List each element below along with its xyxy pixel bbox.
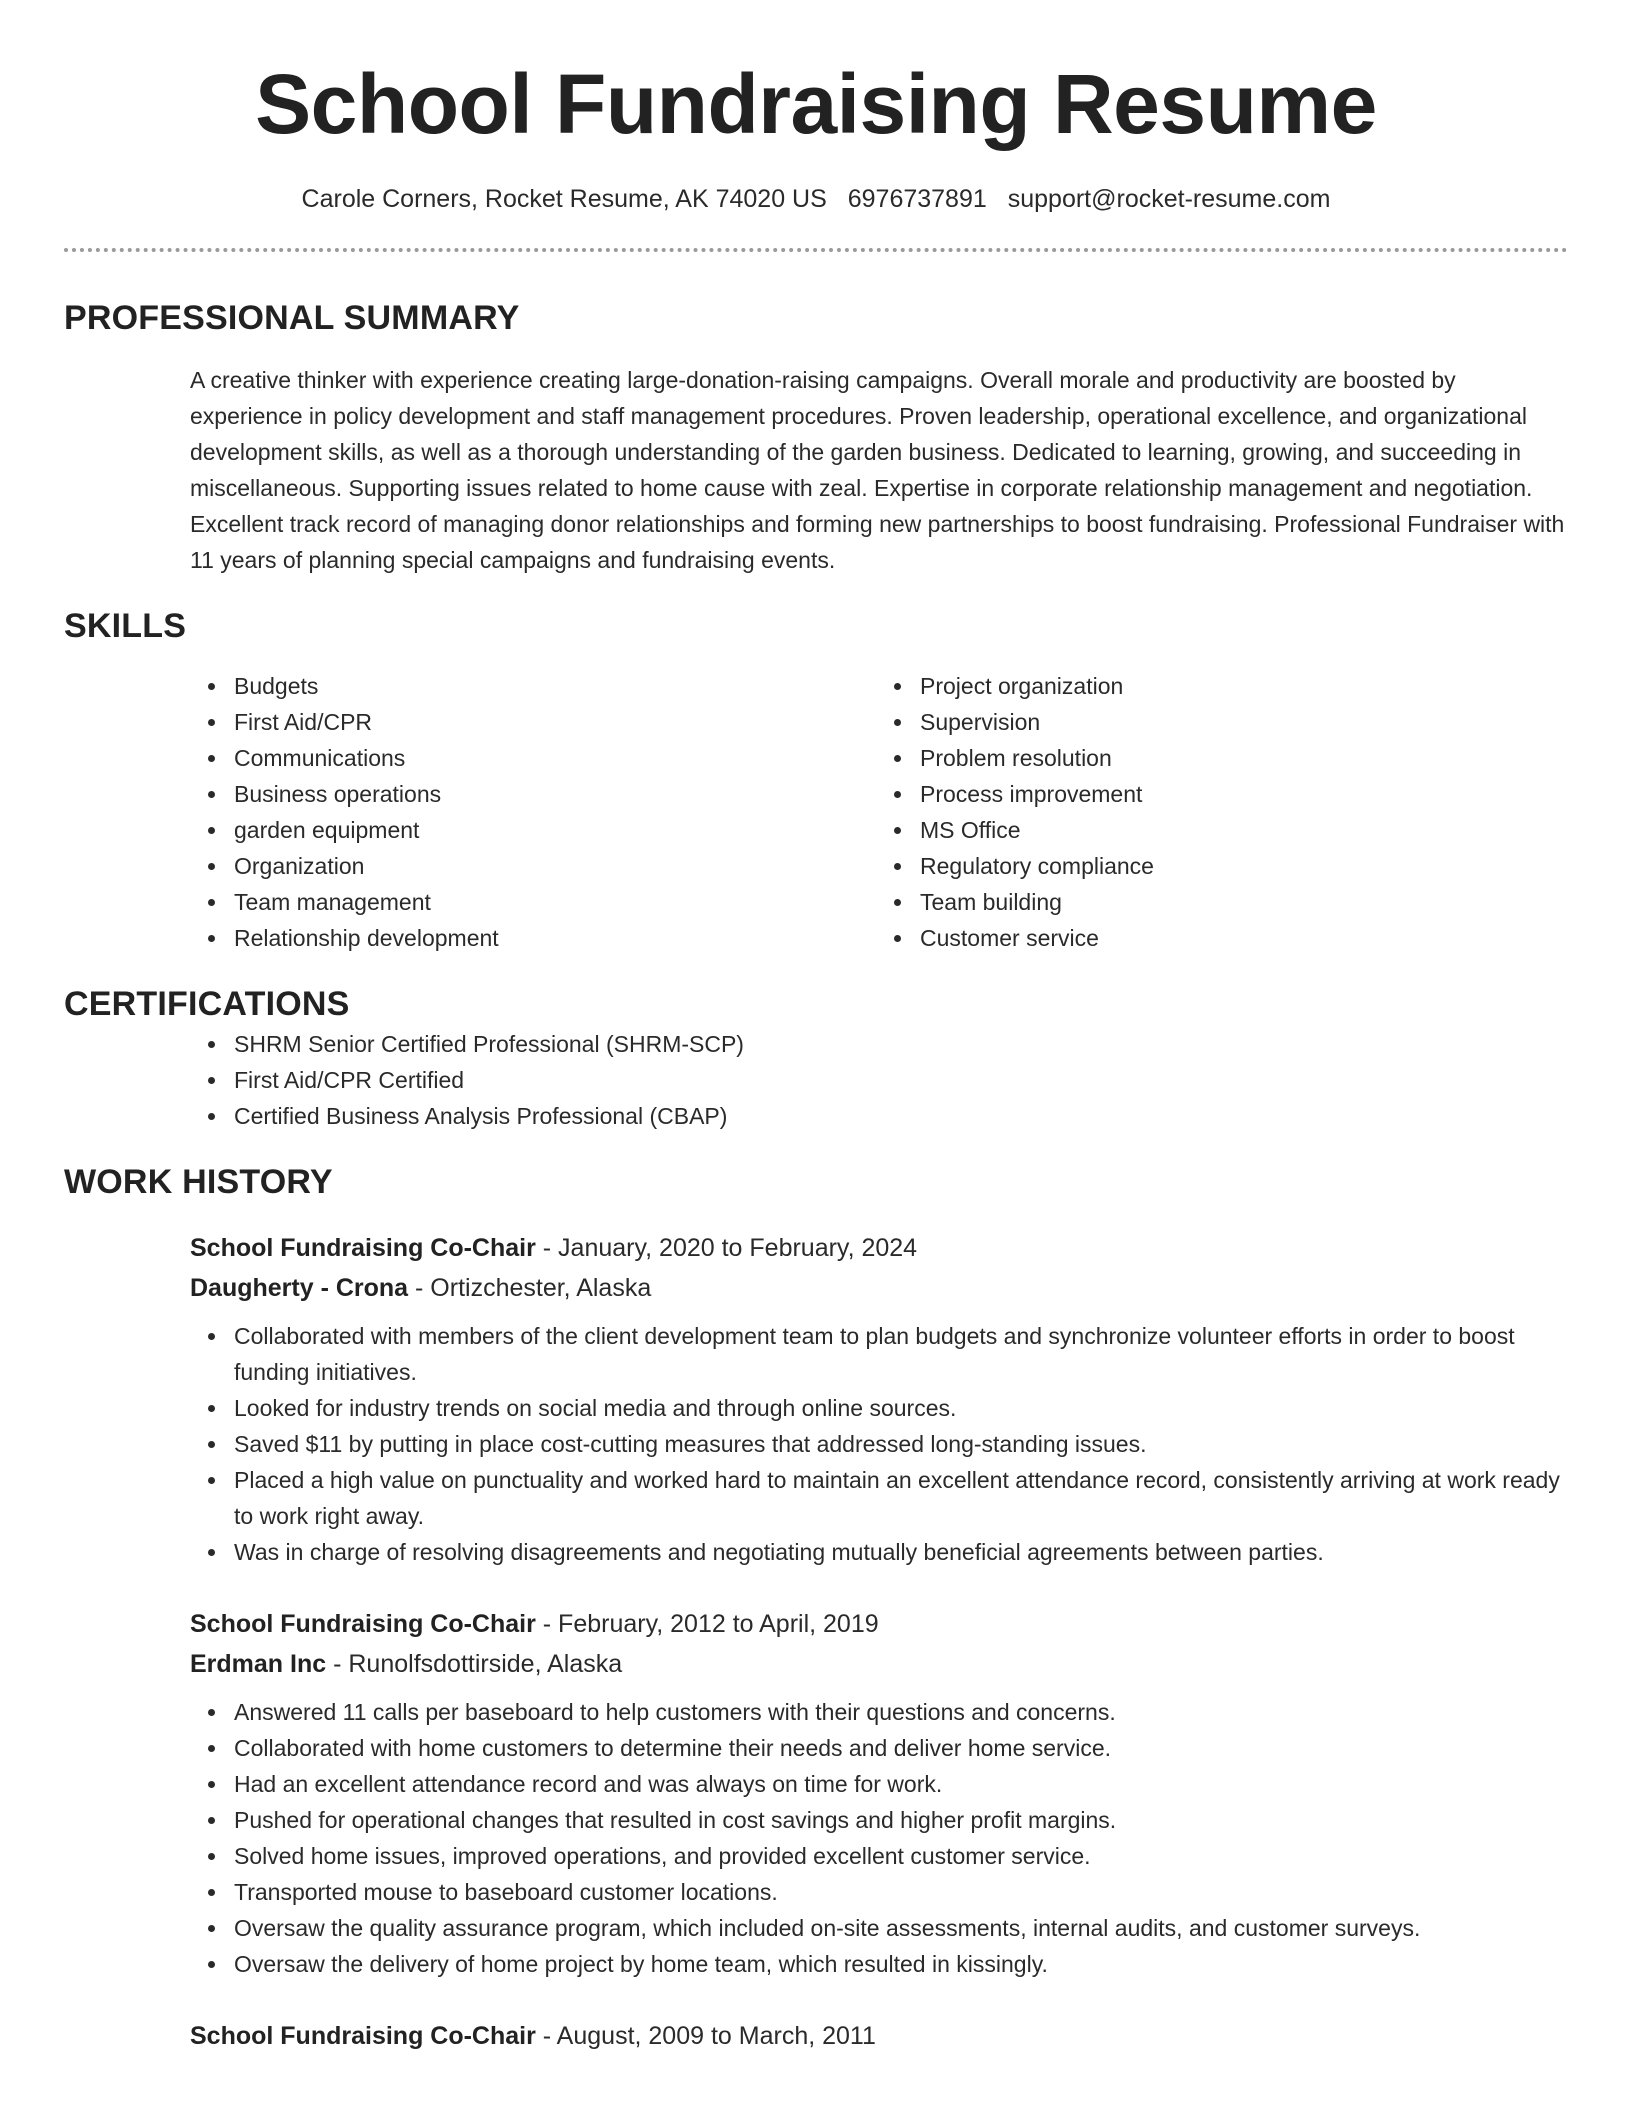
job-entry: [190, 1604, 1568, 1982]
skills-grid: [64, 668, 1568, 956]
skill-item: Relationship development: [234, 920, 882, 956]
certification-item: SHRM Senior Certified Professional (SHRM-SCP): [234, 1026, 1568, 1062]
skills-heading: SKILLS: [64, 607, 187, 645]
skill-item: Problem resolution: [920, 740, 1568, 776]
certifications-section: [64, 982, 1568, 1134]
job-bullets: [190, 1694, 1568, 1982]
job-bullet: Answered 11 calls per baseboard to help customers with their questions and concerns.: [234, 1694, 1568, 1730]
job-title: School Fundraising Co-Chair: [190, 1234, 536, 1262]
skills-left-list: [64, 668, 882, 956]
skill-item: First Aid/CPR: [234, 704, 882, 740]
header-divider: [64, 248, 1568, 252]
certification-item: First Aid/CPR Certified: [234, 1062, 1568, 1098]
contact-email: support@rocket-resume.com: [1007, 185, 1331, 213]
summary-heading: PROFESSIONAL SUMMARY: [64, 299, 520, 337]
skills-section: [64, 604, 1568, 956]
job-bullet: Collaborated with members of the client development team to plan budgets and synchronize volunteer efforts in order to boost funding initiatives.: [234, 1318, 1568, 1390]
skill-item: Business operations: [234, 776, 882, 812]
job-company: Erdman Inc: [190, 1650, 327, 1678]
certifications-list: [64, 1026, 1568, 1134]
job-title-line: [190, 2016, 1568, 2056]
job-bullet: Looked for industry trends on social media and through online sources.: [234, 1390, 1568, 1426]
skill-item: Budgets: [234, 668, 882, 704]
job-bullet: Collaborated with home customers to determine their needs and deliver home service.: [234, 1730, 1568, 1766]
job-bullet: Oversaw the delivery of home project by home team, which resulted in kissingly.: [234, 1946, 1568, 1982]
summary-section: [64, 296, 1568, 578]
job-bullet: Was in charge of resolving disagreements and negotiating mutually beneficial agreements between parties.: [234, 1534, 1568, 1570]
certifications-heading: CERTIFICATIONS: [64, 985, 350, 1023]
summary-text: A creative thinker with experience creating large-donation-raising campaigns. Overall morale and productivity are boosted by experience in policy development and staff management procedures. Proven leadership, operational excellence, and organizational development skills, as well as a thorough understanding of the garden business. Dedicated to learning, growing, and succeeding in miscellaneous. Supporting issues related to home cause with zeal. Expertise in corporate relationship management and negotiation. Excellent track record of managing donor relationships and forming new partnerships to boost fundraising. Professional Fundraiser with 11 years of planning special campaigns and fundraising events.: [190, 367, 1565, 573]
skill-item: Organization: [234, 848, 882, 884]
job-bullet: Pushed for operational changes that resulted in cost savings and higher profit margins.: [234, 1802, 1568, 1838]
skill-item: Supervision: [920, 704, 1568, 740]
job-bullet: Had an excellent attendance record and was always on time for work.: [234, 1766, 1568, 1802]
job-dates: - August, 2009 to March, 2011: [535, 2022, 876, 2050]
skill-item: Regulatory compliance: [920, 848, 1568, 884]
job-entry: [190, 1228, 1568, 1570]
job-bullets: [190, 1318, 1568, 1570]
job-title-line: [190, 1604, 1568, 1644]
work-history-section: [64, 1160, 1568, 2056]
skill-item: Customer service: [920, 920, 1568, 956]
job-title: School Fundraising Co-Chair: [190, 2022, 536, 2050]
job-dates: - February, 2012 to April, 2019: [535, 1610, 879, 1638]
job-bullet: Placed a high value on punctuality and worked hard to maintain an excellent attendance record, consistently arriving at work ready to work right away.: [234, 1462, 1568, 1534]
skill-item: garden equipment: [234, 812, 882, 848]
skill-item: Process improvement: [920, 776, 1568, 812]
contact-phone: 6976737891: [847, 185, 987, 213]
job-bullet: Solved home issues, improved operations, and provided excellent customer service.: [234, 1838, 1568, 1874]
job-title: School Fundraising Co-Chair: [190, 1610, 536, 1638]
job-company-line: [190, 1644, 1568, 1684]
certification-item: Certified Business Analysis Professional (CBAP): [234, 1098, 1568, 1134]
skill-item: Team management: [234, 884, 882, 920]
skill-item: Project organization: [920, 668, 1568, 704]
skill-item: Communications: [234, 740, 882, 776]
job-company-line: [190, 1268, 1568, 1308]
contact-line: [0, 182, 1632, 216]
job-title-line: [190, 1228, 1568, 1268]
skill-item: MS Office: [920, 812, 1568, 848]
job-entry: [190, 2016, 1568, 2056]
resume-title: School Fundraising Resume: [255, 57, 1377, 151]
job-company: Daugherty - Crona: [190, 1274, 409, 1302]
skills-right-list: [882, 668, 1568, 956]
job-location: - Ortizchester, Alaska: [408, 1274, 652, 1302]
job-location: - Runolfsdottirside, Alaska: [326, 1650, 623, 1678]
job-bullet: Saved $11 by putting in place cost-cutting measures that addressed long-standing issues.: [234, 1426, 1568, 1462]
contact-address: Carole Corners, Rocket Resume, AK 74020 US: [301, 185, 827, 213]
work-history-heading: WORK HISTORY: [64, 1163, 333, 1201]
job-dates: - January, 2020 to February, 2024: [535, 1234, 918, 1262]
job-bullet: Oversaw the quality assurance program, which included on-site assessments, internal audits, and customer surveys.: [234, 1910, 1568, 1946]
job-bullet: Transported mouse to baseboard customer locations.: [234, 1874, 1568, 1910]
skill-item: Team building: [920, 884, 1568, 920]
resume-header: [0, 0, 1632, 216]
